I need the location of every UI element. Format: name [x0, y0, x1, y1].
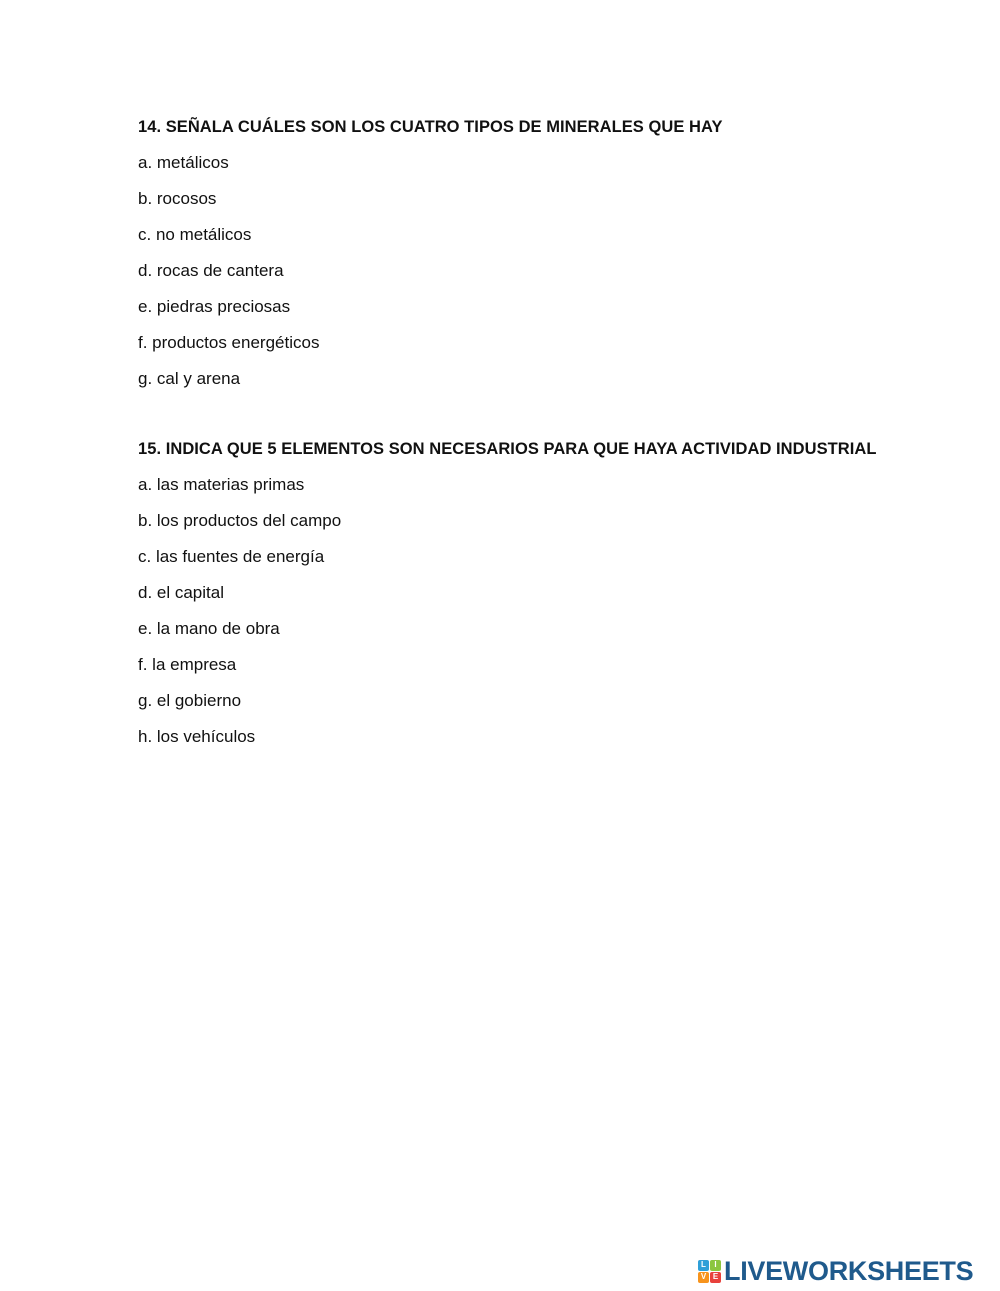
- option-a[interactable]: a. las materias primas: [138, 475, 305, 494]
- option-d[interactable]: d. rocas de cantera: [138, 261, 284, 280]
- question-15: [138, 438, 958, 748]
- option-c[interactable]: c. no metálicos: [138, 225, 252, 244]
- logo-block-e: E: [710, 1272, 721, 1283]
- logo-blocks-icon: [698, 1260, 721, 1283]
- option-a[interactable]: a. metálicos: [138, 153, 229, 172]
- liveworksheets-logo: [698, 1257, 973, 1285]
- option-g[interactable]: g. el gobierno: [138, 691, 242, 710]
- logo-text: LIVEWORKSHEETS: [724, 1256, 974, 1286]
- question-title: 15. INDICA QUE 5 ELEMENTOS SON NECESARIOS PARA QUE HAYA ACTIVIDAD INDUSTRIAL: [138, 440, 877, 458]
- option-d[interactable]: d. el capital: [138, 583, 224, 602]
- option-e[interactable]: e. la mano de obra: [138, 619, 280, 638]
- option-b[interactable]: b. los productos del campo: [138, 511, 342, 530]
- option-c[interactable]: c. las fuentes de energía: [138, 547, 325, 566]
- option-b[interactable]: b. rocosos: [138, 189, 217, 208]
- option-e[interactable]: e. piedras preciosas: [138, 297, 291, 316]
- option-f[interactable]: f. la empresa: [138, 655, 237, 674]
- option-g[interactable]: g. cal y arena: [138, 369, 241, 388]
- question-title: 14. SEÑALA CUÁLES SON LOS CUATRO TIPOS DE MINERALES QUE HAY: [138, 118, 723, 136]
- logo-block-i: I: [710, 1260, 721, 1271]
- question-14: [138, 116, 958, 390]
- options-list: [138, 152, 958, 390]
- logo-block-l: L: [698, 1260, 709, 1271]
- options-list: [138, 474, 958, 748]
- option-h[interactable]: h. los vehículos: [138, 727, 256, 746]
- option-f[interactable]: f. productos energéticos: [138, 333, 320, 352]
- logo-block-v: V: [698, 1272, 709, 1283]
